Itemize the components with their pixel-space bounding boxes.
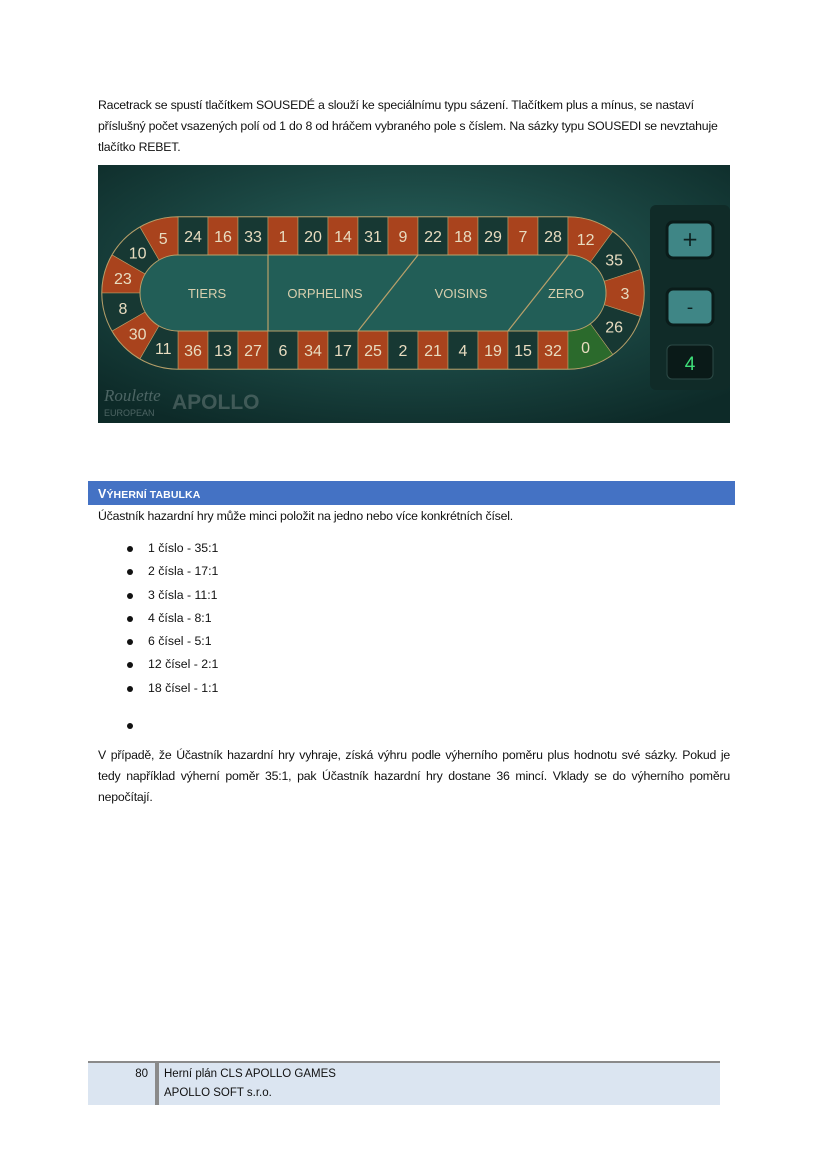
number-label[interactable]: 10 xyxy=(128,245,147,263)
payout-list xyxy=(125,537,218,737)
logo-script: Roulette xyxy=(104,386,161,405)
number-label[interactable]: 29 xyxy=(484,229,502,246)
plus-button[interactable] xyxy=(667,222,713,258)
number-label[interactable]: 30 xyxy=(128,326,147,344)
number-label[interactable]: 13 xyxy=(214,343,232,360)
number-label[interactable]: 14 xyxy=(334,229,352,246)
payout-item: 18 čísel - 1:1 xyxy=(125,677,218,700)
logo-sub: EUROPEAN xyxy=(104,408,155,418)
number-label[interactable]: 12 xyxy=(576,231,595,249)
neighbour-count-display xyxy=(667,345,713,379)
number-label[interactable]: 16 xyxy=(214,229,232,246)
page-number: 80 xyxy=(135,1068,148,1080)
payout-item: 1 číslo - 35:1 xyxy=(125,537,218,560)
number-label[interactable]: 34 xyxy=(304,343,322,360)
payout-item: 2 čísla - 17:1 xyxy=(125,560,218,583)
section-title: VÝHERNÍ TABULKA xyxy=(98,487,201,501)
number-label[interactable]: 15 xyxy=(514,343,532,360)
section-zero[interactable]: ZERO xyxy=(547,286,585,301)
number-label[interactable]: 2 xyxy=(398,343,408,360)
minus-button[interactable] xyxy=(667,289,713,325)
page-footer xyxy=(88,1061,720,1105)
number-label[interactable]: 24 xyxy=(184,229,202,246)
payout-item: 3 čísla - 11:1 xyxy=(125,584,218,607)
neighbour-count: 4 xyxy=(684,354,696,375)
outro-paragraph: V případě, že Účastník hazardní hry vyhraje, získá výhru podle výherního poměru plus hodnotu své sázky. Pokud je tedy například výherní poměr 35:1, pak Účastník hazardní hry dostane 36 mincí. Vklady se do výherního poměru nepočítají. xyxy=(98,748,730,804)
number-label[interactable]: 8 xyxy=(118,300,128,318)
racetrack-image xyxy=(98,165,730,423)
number-label[interactable]: 17 xyxy=(334,343,352,360)
number-label[interactable]: 28 xyxy=(544,229,562,246)
number-label[interactable]: 21 xyxy=(424,343,442,360)
section-header xyxy=(88,481,735,505)
minus-label: - xyxy=(686,297,694,318)
number-label[interactable]: 35 xyxy=(605,252,624,270)
footer-document-title: Herní plán CLS APOLLO GAMES xyxy=(164,1068,336,1080)
number-label[interactable]: 5 xyxy=(158,230,168,248)
lead-paragraph: Účastník hazardní hry může minci položit na jedno nebo více konkrétních čísel. xyxy=(98,509,514,523)
number-label[interactable]: 1 xyxy=(278,229,288,246)
plus-label: + xyxy=(681,227,699,251)
section-tiers[interactable]: TIERS xyxy=(187,286,227,301)
number-label[interactable]: 31 xyxy=(364,229,382,246)
empty-list-item xyxy=(125,714,218,737)
payout-item: 12 čísel - 2:1 xyxy=(125,653,218,676)
number-label[interactable]: 27 xyxy=(244,343,262,360)
section-orphelins[interactable]: ORPHELINS xyxy=(287,286,363,301)
roulette-logo xyxy=(103,386,260,418)
number-label[interactable]: 22 xyxy=(424,229,442,246)
footer-divider xyxy=(155,1063,159,1105)
number-label[interactable]: 6 xyxy=(278,343,288,360)
footer-company: APOLLO SOFT s.r.o. xyxy=(164,1087,272,1099)
payout-item: 4 čísla - 8:1 xyxy=(125,607,218,630)
number-label[interactable]: 26 xyxy=(605,319,624,337)
number-label[interactable]: 7 xyxy=(518,229,528,246)
number-label[interactable]: 25 xyxy=(364,343,382,360)
number-label[interactable]: 23 xyxy=(114,271,132,289)
payout-item: 6 čísel - 5:1 xyxy=(125,630,218,653)
number-label[interactable]: 4 xyxy=(458,343,468,360)
number-label[interactable]: 36 xyxy=(184,343,202,360)
logo-brand: APOLLO xyxy=(172,391,260,414)
number-label[interactable]: 32 xyxy=(544,343,562,360)
number-label[interactable]: 19 xyxy=(484,343,502,360)
section-voisins[interactable]: VOISINS xyxy=(434,286,488,301)
number-label[interactable]: 33 xyxy=(244,229,262,246)
racetrack xyxy=(102,217,644,369)
number-label[interactable]: 3 xyxy=(620,286,630,303)
number-label[interactable]: 0 xyxy=(581,340,591,358)
number-label[interactable]: 11 xyxy=(154,341,172,359)
number-label[interactable]: 9 xyxy=(398,229,408,246)
number-label[interactable]: 20 xyxy=(304,229,322,246)
intro-paragraph: Racetrack se spustí tlačítkem SOUSEDÉ a slouží ke speciálnímu typu sázení. Tlačítkem plus a mínus, se nastaví příslušný počet vsazených polí od 1 do 8 od hráčem vybraného pole s číslem. Na sázky typu SOUSEDI se nevztahuje tlačítko REBET. xyxy=(98,98,718,154)
number-label[interactable]: 18 xyxy=(454,229,472,246)
